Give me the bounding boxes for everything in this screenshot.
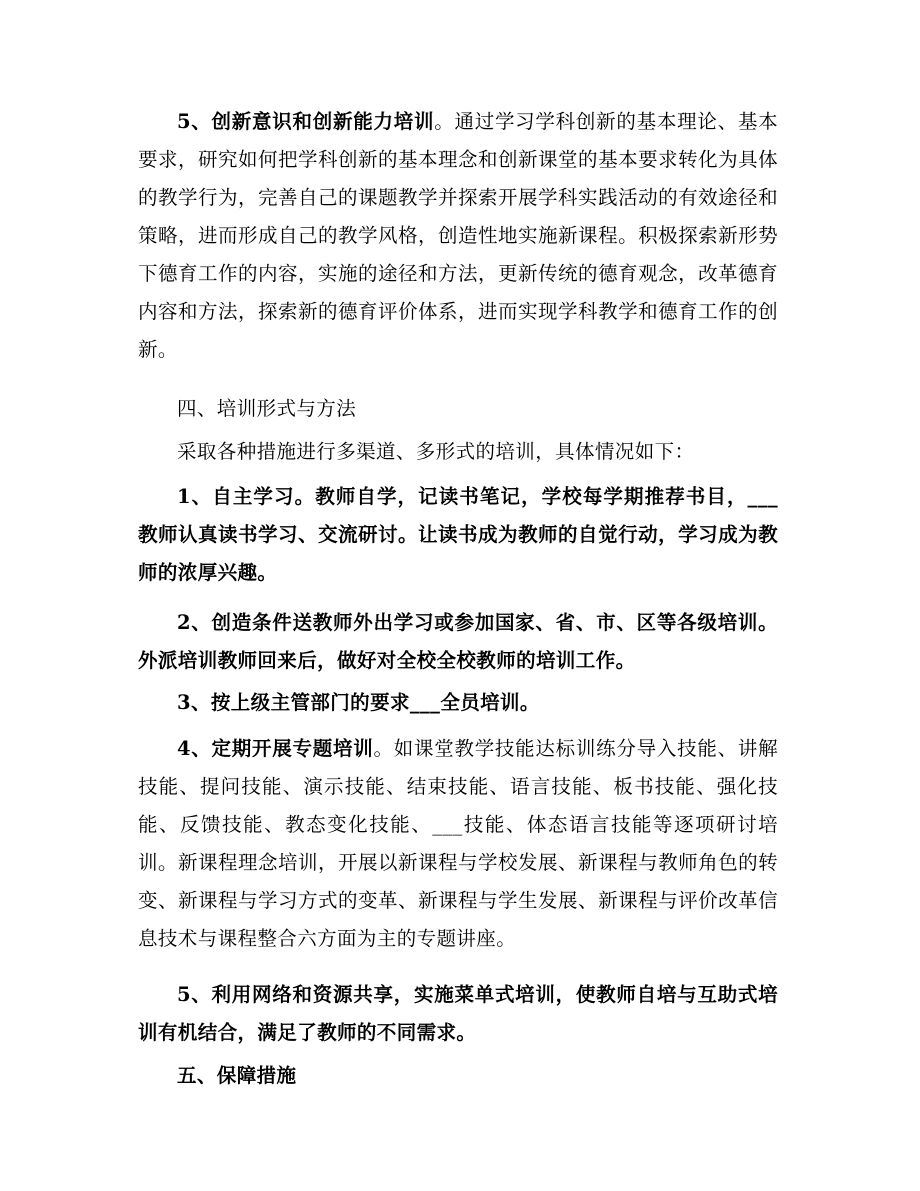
paragraph-lead: 4、定期开展专题培训 <box>177 737 374 760</box>
section-heading-training-forms: 四、培训形式与方法 <box>177 397 357 420</box>
paragraph-all-staff-training: 3、按上级主管部门的要求___全员培训。 <box>177 691 540 714</box>
section-heading-safeguards: 五、保障措施 <box>177 1064 297 1087</box>
paragraph-self-study: 1、自主学习。教师自学，记读书笔记，学校每学期推荐书目，___教师认真读书学习、交流研讨。让读书成为教师的自觉行动，学习成为教师的浓厚兴趣。 <box>138 485 778 584</box>
paragraph-body: 。如课堂教学技能达标训练分导入技能、讲解技能、提问技能、演示技能、结束技能、语言技能、板书技能、强化技能、反馈技能、教态变化技能、___技能、体态语言技能等逐项研讨培训。新课程理念培训，开展以新课程与学校发展、新课程与教师角色的转变、新课程与学习方式的变革、新课程与学生发展、新课程与评价改革信息技术与课程整合六方面为主的专题讲座。 <box>138 737 778 950</box>
paragraph-intro-measures: 采取各种措施进行多渠道、多形式的培训，具体情况如下： <box>177 440 695 463</box>
paragraph-innovation-training <box>138 103 778 369</box>
paragraph-body: 。通过学习学科创新的基本理论、基本要求，研究如何把学科创新的基本理念和创新课堂的基本要求转化为具体的教学行为，完善自己的课题教学并探索开展学科实践活动的有效途径和策略，进而形成自己的教学风格，创造性地实施新课程。积极探索新形势下德育工作的内容，实施的途径和方法，更新传统的德育观念，改革德育内容和方法，探索新的德育评价体系，进而实现学科教学和德育工作的创新。 <box>138 110 778 361</box>
paragraph-external-training: 2、创造条件送教师外出学习或参加国家、省、市、区等各级培训。外派培训教师回来后，做好对全校全校教师的培训工作。 <box>138 611 778 672</box>
paragraph-topic-training <box>138 730 778 958</box>
paragraph-lead: 5、创新意识和创新能力培训 <box>177 110 435 133</box>
paragraph-network-resources: 5、利用网络和资源共享，实施菜单式培训，使教师自培与互助式培训有机结合，满足了教师的不同需求。 <box>138 983 778 1044</box>
